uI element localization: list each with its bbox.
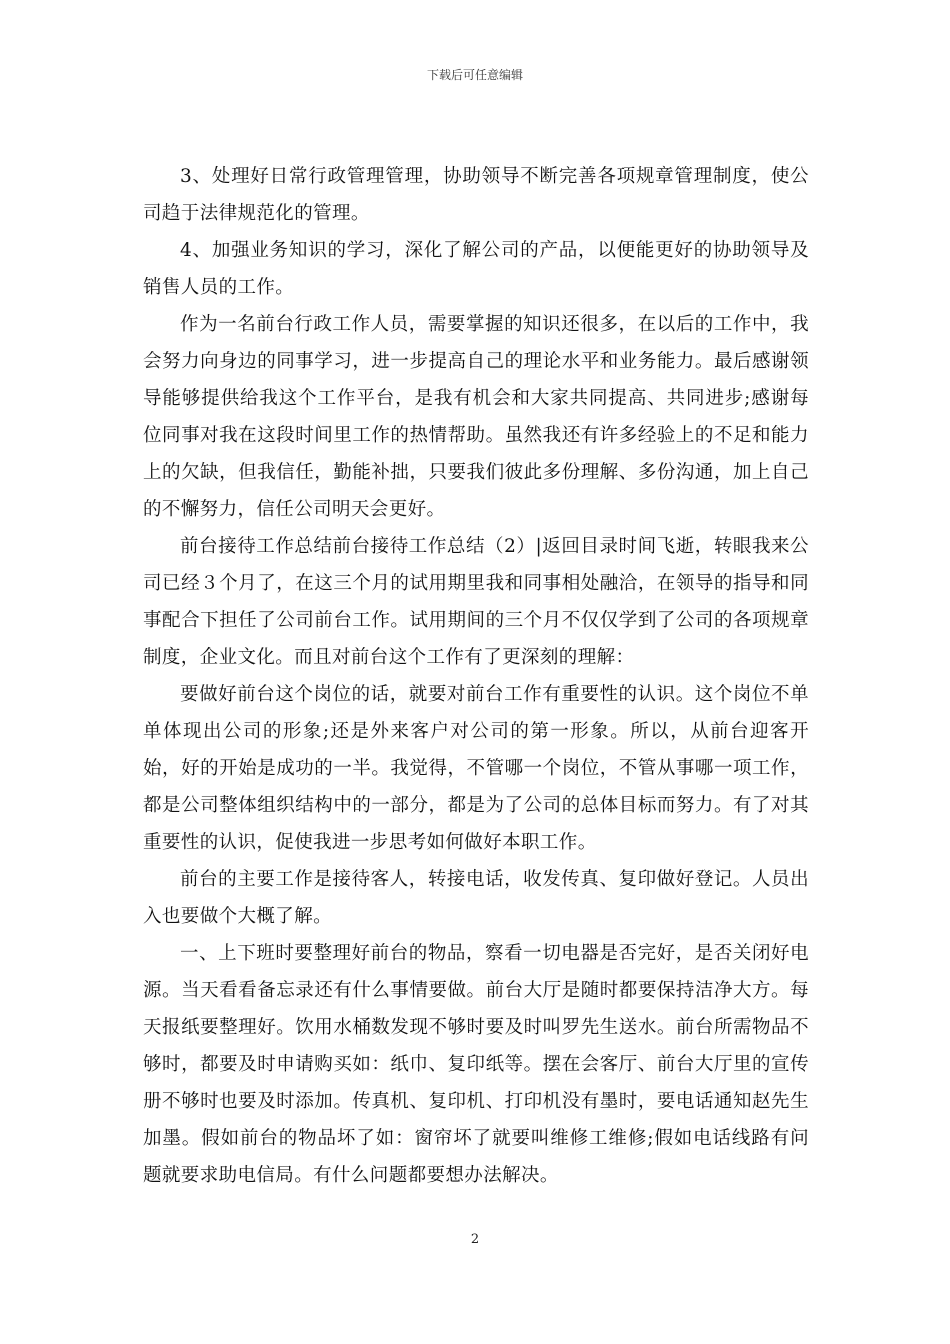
- paragraph: 前台的主要工作是接待客人，转接电话，收发传真、复印做好登记。人员出入也要做个大概了解。: [143, 869, 809, 927]
- document-body: [143, 158, 809, 1194]
- paragraph: 作为一名前台行政工作人员，需要掌握的知识还很多，在以后的工作中，我会努力向身边的同事学习，进一步提高自己的理论水平和业务能力。最后感谢领导能够提供给我这个工作平台，是我有机会和大家共同提高、共同进步;感谢每位同事对我在这段时间里工作的热情帮助。虽然我还有许多经验上的不足和能力上的欠缺，但我信任，勤能补拙，只要我们彼此多份理解、多份沟通，加上自己的不懈努力，信任公司明天会更好。: [143, 314, 809, 520]
- paragraph: 4、加强业务知识的学习，深化了解公司的产品，以便能更好的协助领导及销售人员的工作。: [143, 240, 809, 298]
- page-number: 2: [470, 1232, 480, 1247]
- paragraph: 要做好前台这个岗位的话，就要对前台工作有重要性的认识。这个岗位不单单体现出公司的形象;还是外来客户对公司的第一形象。所以，从前台迎客开始，好的开始是成功的一半。我觉得，不管哪一个岗位，不管从事哪一项工作，都是公司整体组织结构中的一部分，都是为了公司的总体目标而努力。有了对其重要性的认识，促使我进一步思考如何做好本职工作。: [143, 684, 809, 853]
- paragraph: 前台接待工作总结前台接待工作总结（2）|返回目录时间飞逝，转眼我来公司已经３个月了，在这三个月的试用期里我和同事相处融洽，在领导的指导和同事配合下担任了公司前台工作。试用期间的三个月不仅仅学到了公司的各项规章制度，企业文化。而且对前台这个工作有了更深刻的理解：: [143, 536, 809, 668]
- paragraph: 3、处理好日常行政管理管理，协助领导不断完善各项规章管理制度，使公司趋于法律规范化的管理。: [143, 166, 809, 224]
- page-header: 下载后可任意编辑: [426, 68, 523, 82]
- paragraph: 一、上下班时要整理好前台的物品，察看一切电器是否完好，是否关闭好电源。当天看看备忘录还有什么事情要做。前台大厅是随时都要保持洁净大方。每天报纸要整理好。饮用水桶数发现不够时要及时叫罗先生送水。前台所需物品不够时，都要及时申请购买如：纸巾、复印纸等。摆在会客厅、前台大厅里的宣传册不够时也要及时添加。传真机、复印机、打印机没有墨时，要电话通知赵先生加墨。假如前台的物品坏了如：窗帘坏了就要叫维修工维修;假如电话线路有问题就要求助电信局。有什么问题都要想办法解决。: [143, 943, 809, 1186]
